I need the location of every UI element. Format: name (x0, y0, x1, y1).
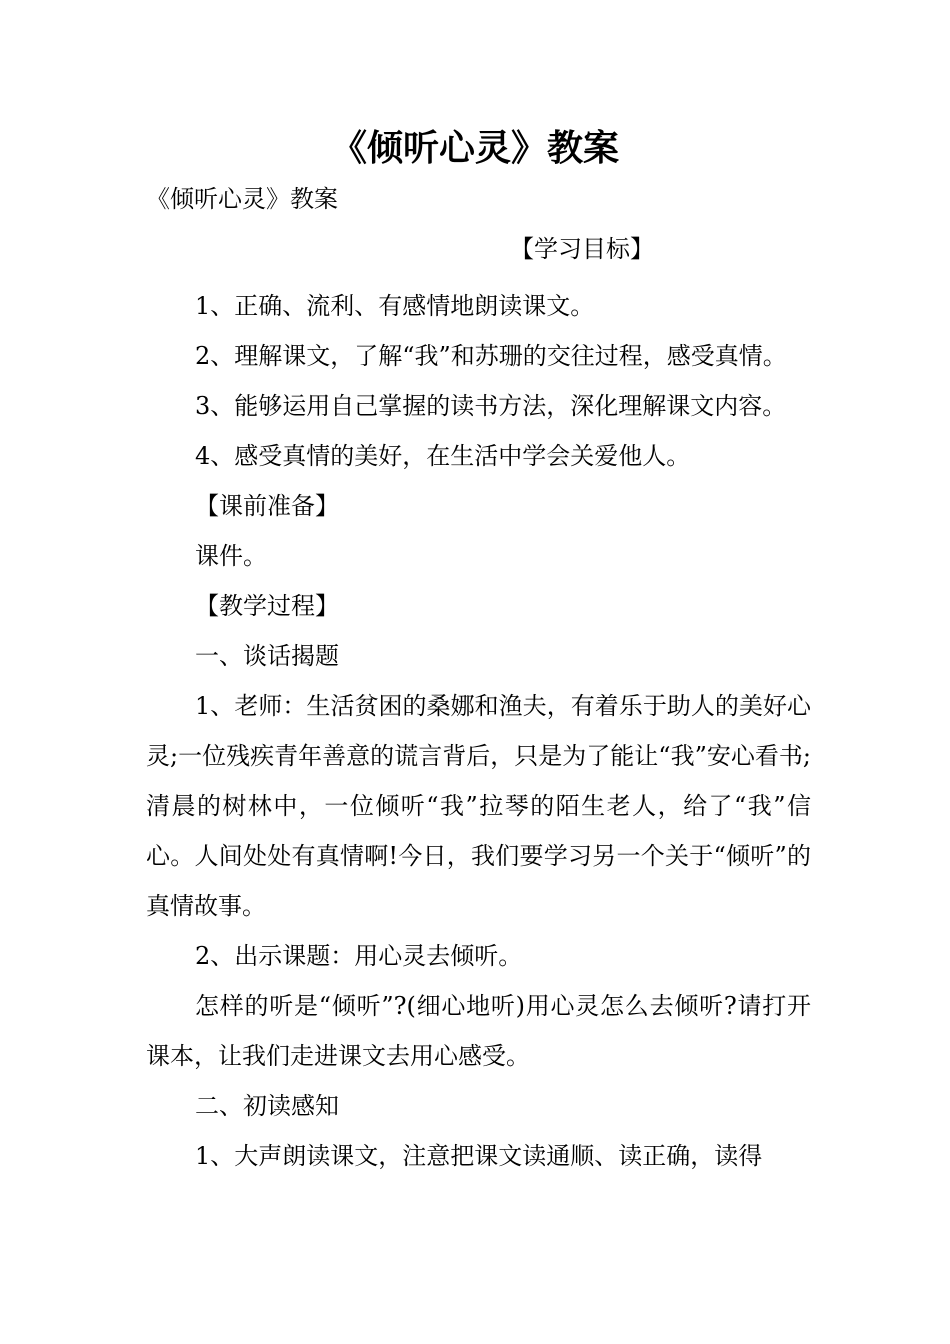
section-heading-preparation: 【课前准备】 (195, 492, 339, 520)
section-heading-goals: 【学习目标】 (510, 235, 654, 263)
paragraph: 4、感受真情的美好，在生活中学会关爱他人。 (195, 442, 691, 470)
subsection-heading: 二、初读感知 (195, 1092, 339, 1120)
subsection-heading: 一、谈话揭题 (195, 642, 339, 670)
document-title: 《倾听心灵》教案 (330, 128, 619, 169)
paragraph: 1、大声朗读课文，注意把课文读通顺、读正确，读得 (195, 1142, 763, 1170)
paragraph: 2、出示课题：用心灵去倾听。 (195, 942, 523, 970)
document-body (146, 281, 811, 1181)
paragraph: 3、能够运用自己掌握的读书方法，深化理解课文内容。 (195, 392, 787, 420)
document-subtitle: 《倾听心灵》教案 (146, 185, 338, 213)
paragraph: 1、正确、流利、有感情地朗读课文。 (195, 292, 595, 320)
paragraph: 课件。 (195, 542, 267, 570)
paragraph: 2、理解课文，了解“我”和苏珊的交往过程，感受真情。 (195, 342, 787, 370)
section-heading-process: 【教学过程】 (195, 592, 339, 620)
paragraph: 怎样的听是“倾听”?(细心地听)用心灵怎么去倾听?请打开课本，让我们走进课文去用心感受。 (146, 992, 811, 1070)
paragraph: 1、老师：生活贫困的桑娜和渔夫，有着乐于助人的美好心灵;一位残疾青年善意的谎言背后，只是为了能让“我”安心看书;清晨的树林中，一位倾听“我”拉琴的陌生老人，给了“我”信心。人间处处有真情啊!今日，我们要学习另一个关于“倾听”的真情故事。 (146, 692, 811, 920)
